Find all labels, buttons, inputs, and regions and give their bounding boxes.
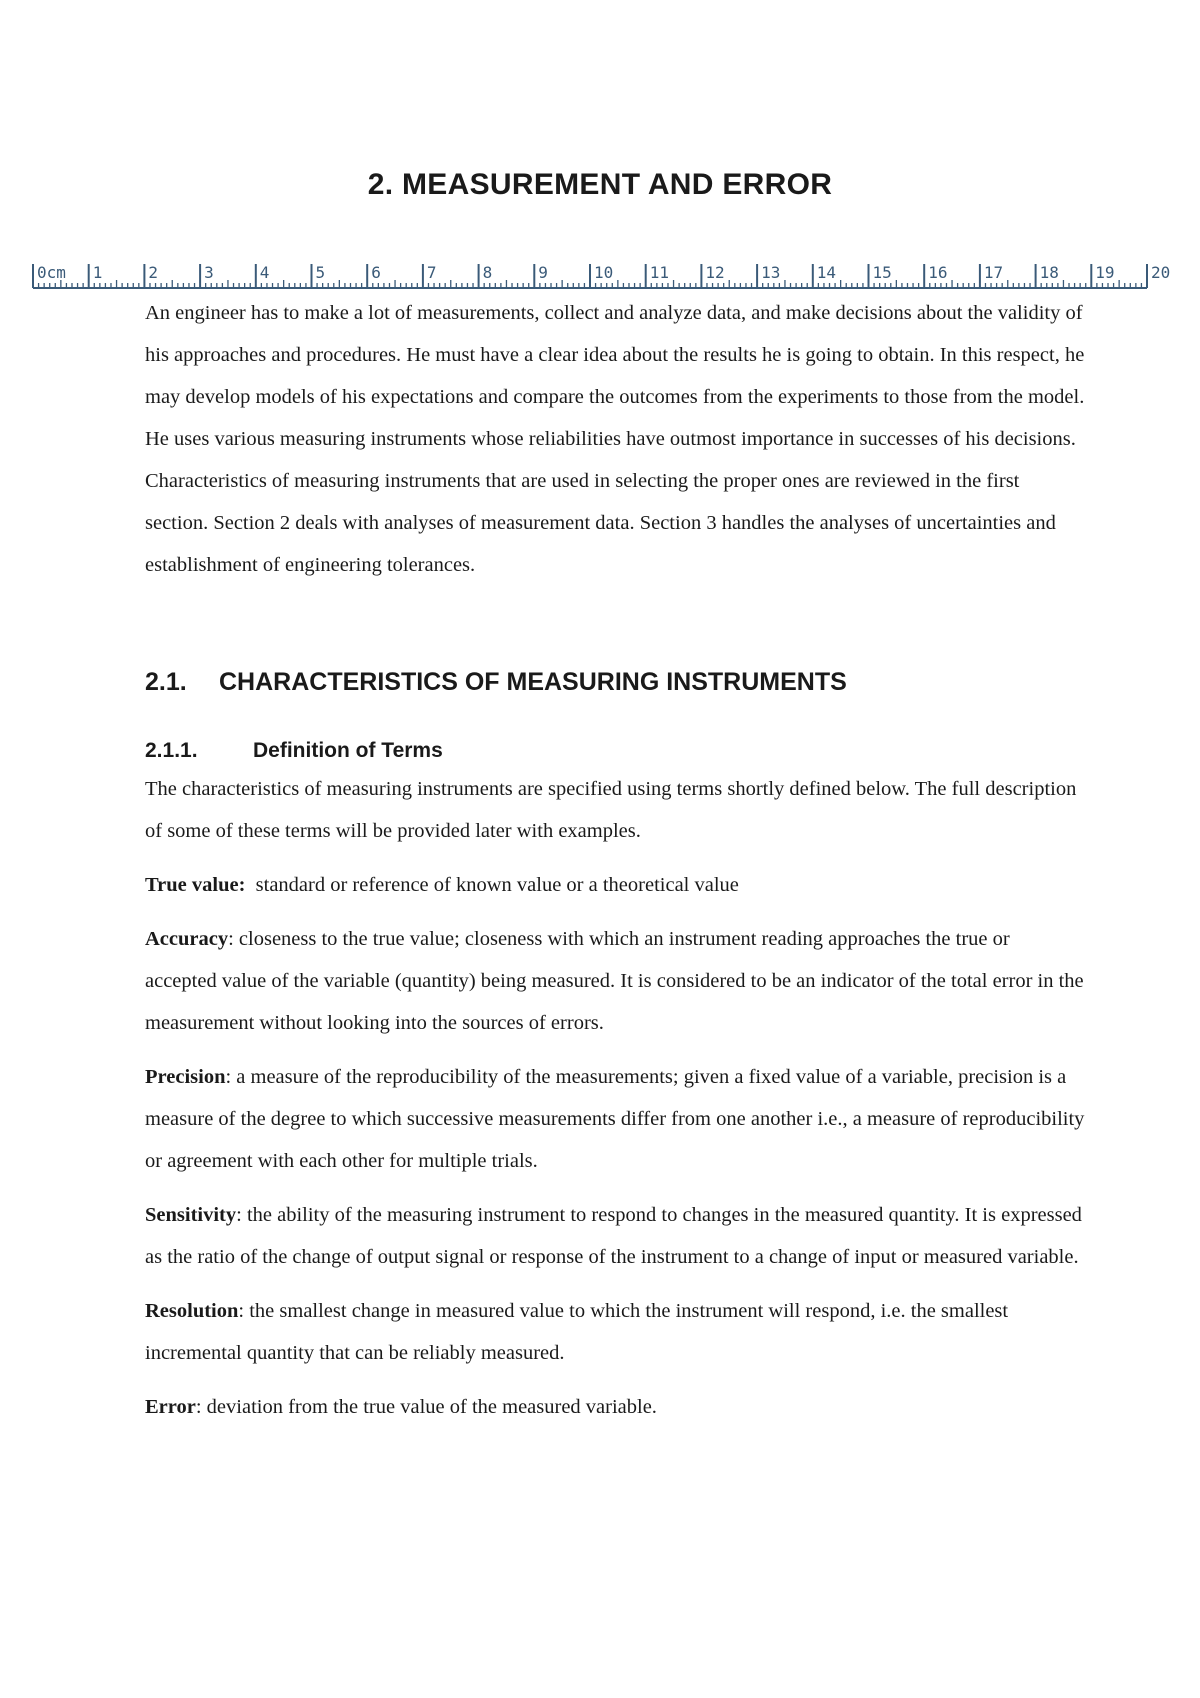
definition-true-value <box>145 864 1085 906</box>
ruler-label: 14 <box>816 263 837 282</box>
ruler-label: 15 <box>872 263 892 282</box>
ruler-label: 19 <box>1095 263 1115 282</box>
ruler-label: 11 <box>649 263 669 282</box>
intro-block <box>145 292 1085 586</box>
ruler-label: 0cm <box>37 263 66 282</box>
definition-sensitivity <box>145 1194 1085 1278</box>
ruler-label: 13 <box>761 263 781 282</box>
intro-paragraph: An engineer has to make a lot of measurements, collect and analyze data, and make decisions about the validity of his approaches and procedures. He must have a clear idea about the results he is going to obtain. In this respect, he may develop models of his expectations and compare the outcomes from the experiments to those from the model. He uses various measuring instruments whose reliabilities have outmost importance in successes of his decisions. Characteristics of measuring instruments that are used in selecting the proper ones are reviewed in the first section. Section 2 deals with analyses of measurement data. Section 3 handles the analyses of uncertainties and establishment of engineering tolerances. <box>145 302 1085 576</box>
subsection-heading <box>145 737 443 765</box>
ruler-label: 16 <box>928 263 948 282</box>
ruler-label: 18 <box>1039 263 1059 282</box>
term-definition: : a measure of the reproducibility of the measurements; given a fixed value of a variable, precision is a measure of the degree to which successive measurements differ from one another i.e., a measure of reproducibility or agreement with each other for multiple trials. <box>145 1066 1085 1172</box>
ruler-label: 12 <box>705 263 725 282</box>
definitions-block <box>145 768 1085 1440</box>
term-label: Accuracy <box>145 928 229 950</box>
subsection-number: 2.1.1. <box>145 739 198 762</box>
ruler-label: 9 <box>538 263 548 282</box>
chapter-title: 2. MEASUREMENT AND ERROR <box>367 168 833 201</box>
section-title-text: CHARACTERISTICS OF MEASURING INSTRUMENTS <box>219 668 847 696</box>
ruler-label: 6 <box>371 263 381 282</box>
definition-resolution <box>145 1290 1085 1374</box>
ruler-label: 5 <box>315 263 326 282</box>
ruler-label: 17 <box>983 263 1004 282</box>
ruler-label: 2 <box>148 263 159 282</box>
ruler-graphic <box>30 258 1180 292</box>
term-label: Resolution <box>145 1300 239 1322</box>
term-definition: : deviation from the true value of the measured variable. <box>195 1396 657 1418</box>
ruler-label: 10 <box>594 263 614 282</box>
term-definition: : the ability of the measuring instrument to respond to changes in the measured quantity. It is expressed as the ratio of the change of output signal or response of the instrument to a change of input or measured variable. <box>145 1204 1082 1268</box>
term-definition: : the smallest change in measured value to which the instrument will respond, i.e. the smallest incremental quantity that can be reliably measured. <box>145 1300 1009 1364</box>
definition-error <box>145 1386 1085 1428</box>
definitions-intro: The characteristics of measuring instruments are specified using terms shortly defined below. The full description of some of these terms will be provided later with examples. <box>145 778 1077 842</box>
section-number: 2.1. <box>145 668 187 696</box>
term-label: Sensitivity <box>145 1204 237 1226</box>
term-label: True value: <box>145 874 246 896</box>
subsection-title-text: Definition of Terms <box>253 739 443 762</box>
ruler-label: 20 <box>1151 263 1171 282</box>
section-heading <box>145 665 847 699</box>
ruler-label: 7 <box>426 263 437 282</box>
term-definition: : closeness to the true value; closeness with which an instrument reading approaches the true or accepted value of the variable (quantity) being measured. It is considered to be an indicator of the total error in the measurement without looking into the sources of errors. <box>145 928 1084 1034</box>
ruler-label: 8 <box>482 263 493 282</box>
term-label: Precision <box>145 1066 226 1088</box>
ruler-label: 3 <box>204 263 214 282</box>
definition-precision <box>145 1056 1085 1182</box>
ruler-label: 4 <box>259 263 270 282</box>
term-label: Error <box>145 1396 196 1418</box>
ruler-label: 1 <box>92 263 103 282</box>
centimeter-ruler <box>30 258 1180 292</box>
term-definition: standard or reference of known value or a theoretical value <box>245 874 739 896</box>
definition-accuracy <box>145 918 1085 1044</box>
